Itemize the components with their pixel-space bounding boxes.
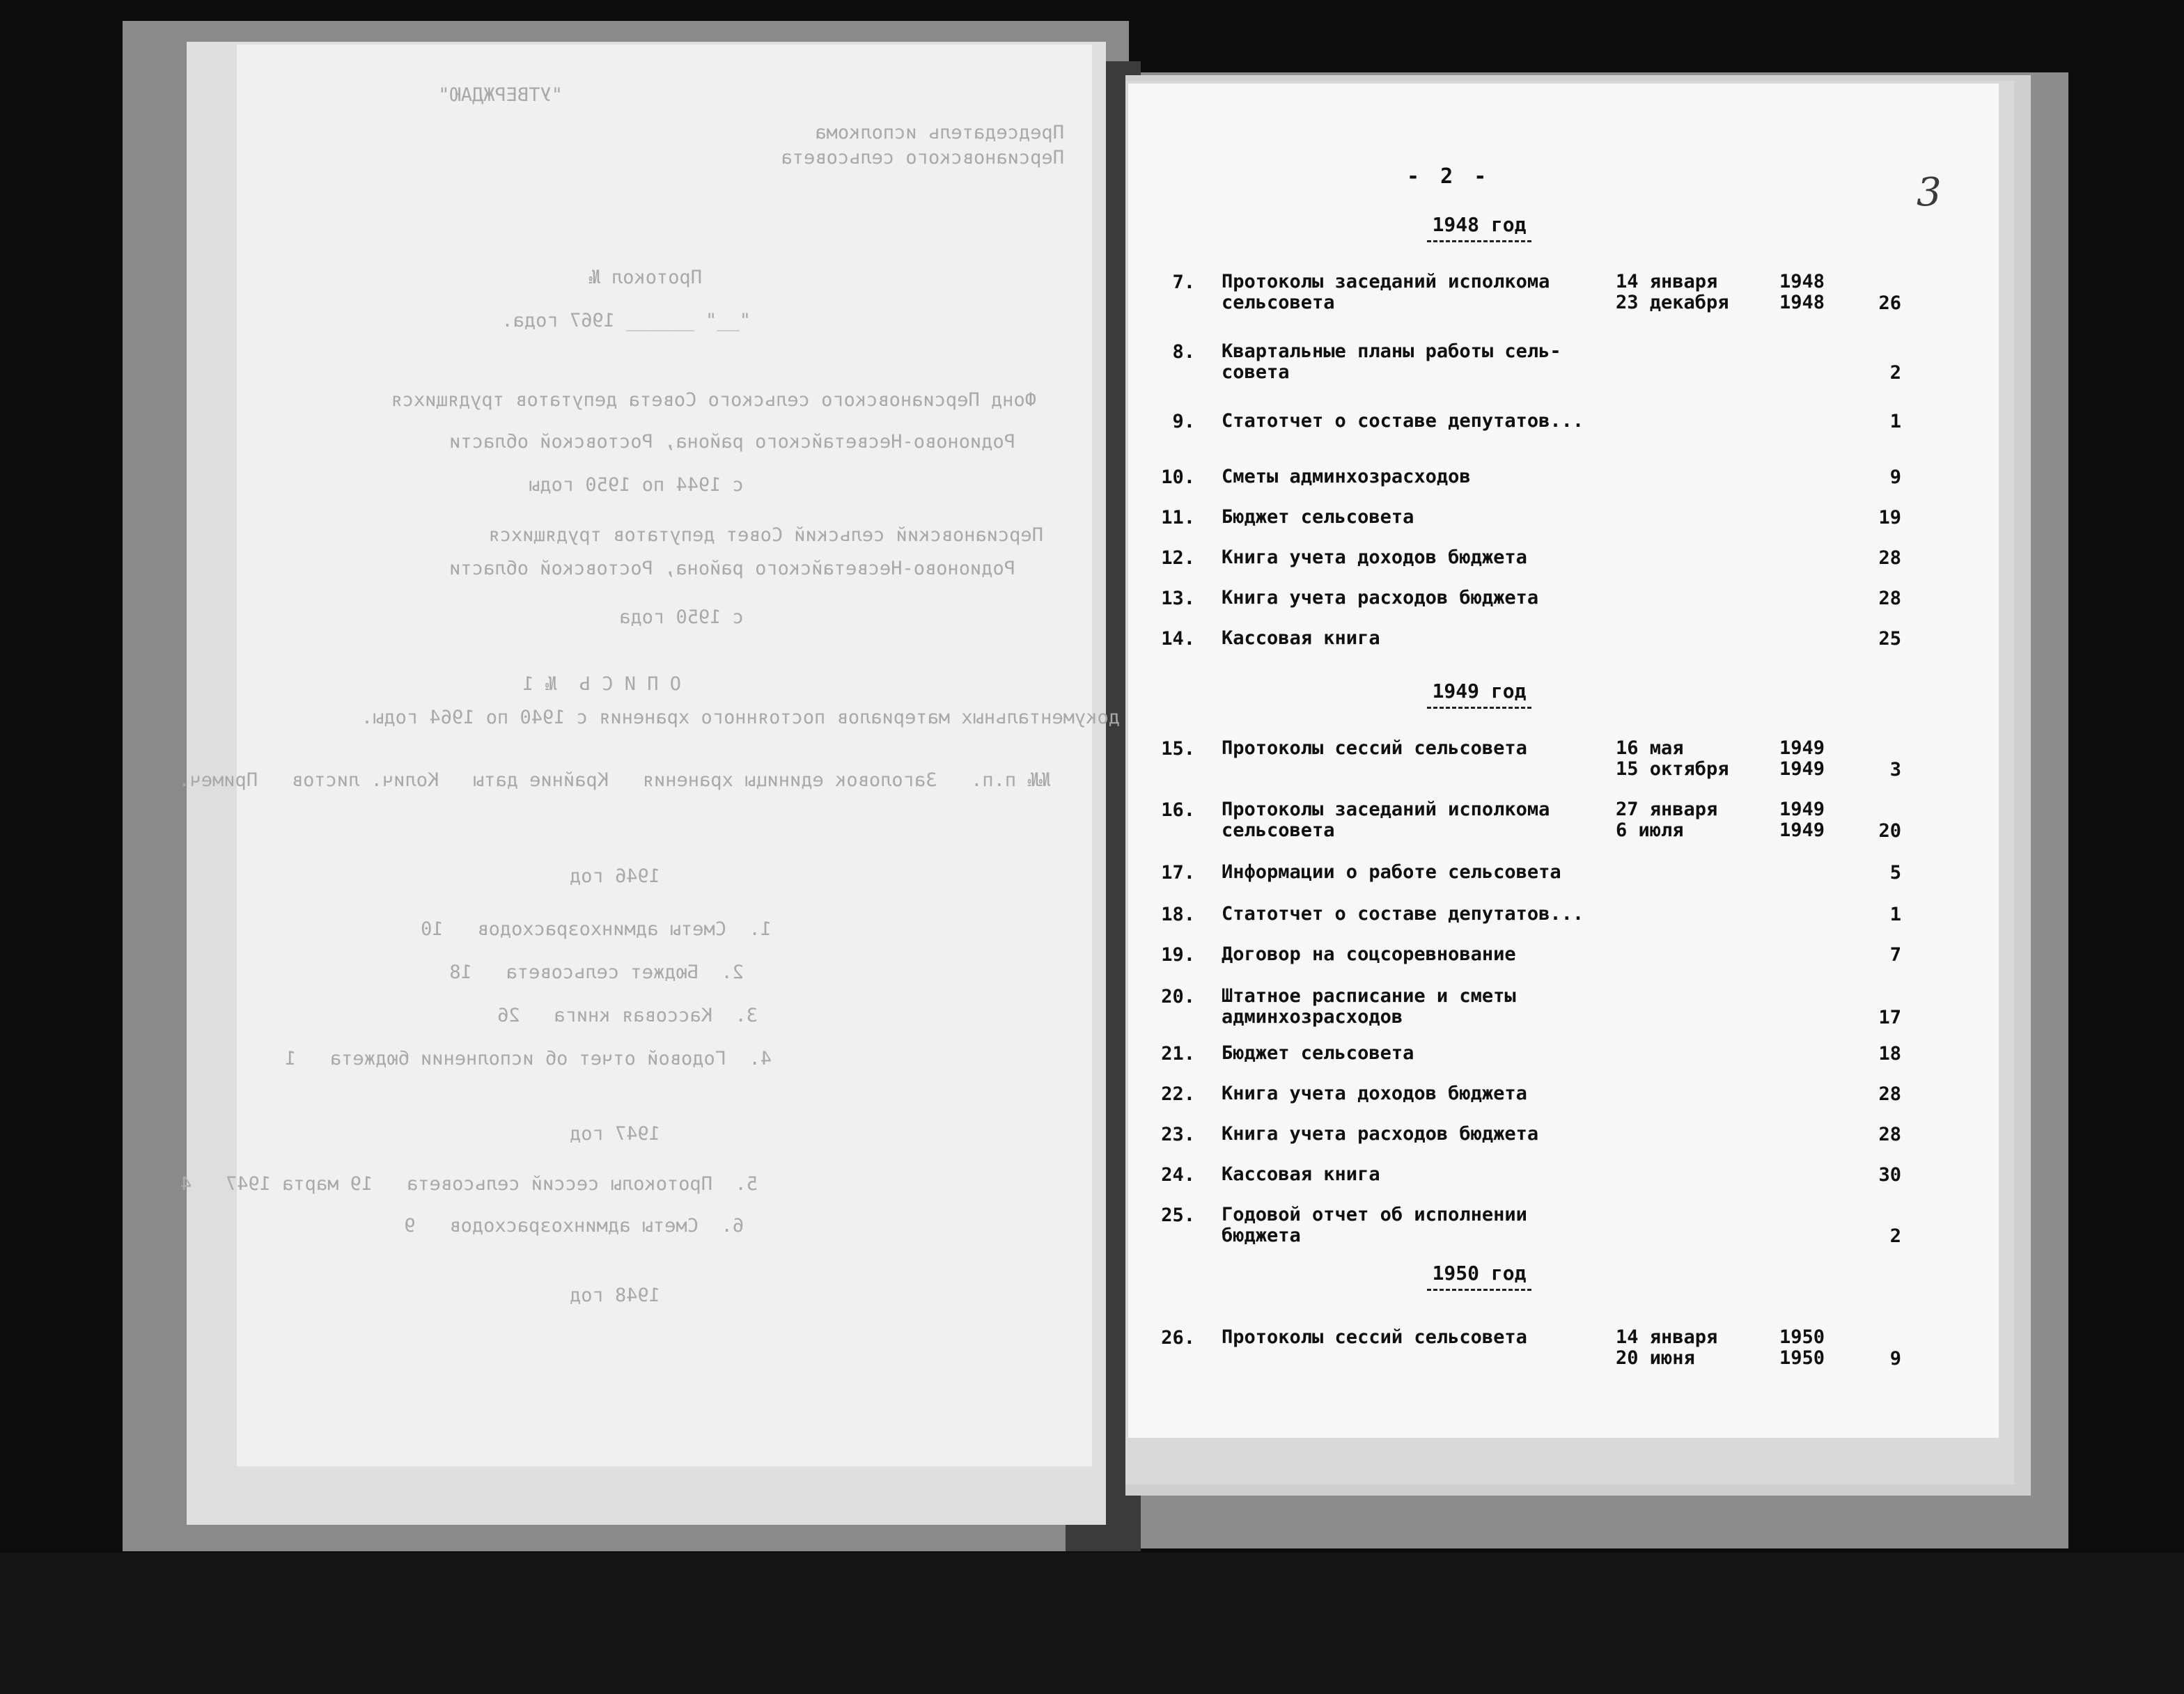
- row-title: [1222, 466, 1612, 487]
- handwritten-page-number: 3: [1917, 170, 1942, 215]
- row-number: 17.: [1161, 862, 1195, 884]
- row-sheet-count: 28: [1878, 588, 1901, 609]
- row-years: [1769, 272, 1825, 313]
- bleed-through-line: Персиановского сельсовета: [781, 147, 1064, 168]
- row-sheet-count: 5: [1889, 862, 1901, 884]
- row-title: [1222, 341, 1612, 383]
- row-year: 1949: [1779, 737, 1825, 759]
- row-title: [1222, 1083, 1612, 1104]
- row-dates: [1616, 272, 1748, 313]
- bleed-through-line: "УТВЕРЖДАЮ": [438, 84, 563, 106]
- bleed-through-line: с 1950 года: [619, 606, 744, 628]
- row-title: [1222, 411, 1612, 432]
- year-heading-text: 1948 год: [1432, 213, 1527, 236]
- row-sheet-count: 2: [1889, 362, 1901, 384]
- row-number: 8.: [1172, 341, 1195, 363]
- bleed-through-line: Родионово-Несветайского района, Ростовской области: [449, 431, 1015, 453]
- bleed-through-line: Фонд Персиановского сельского Совета депутатов трудящихся: [391, 389, 1036, 411]
- row-title: [1222, 986, 1612, 1028]
- row-title: [1222, 272, 1612, 313]
- inventory-row: [1128, 341, 1999, 397]
- row-title: [1222, 628, 1612, 649]
- row-title: [1222, 1164, 1612, 1185]
- row-title: [1222, 507, 1612, 528]
- row-title: [1222, 588, 1612, 609]
- page-number: - 2 -: [1407, 164, 1491, 189]
- row-title-line: админхозрасходов: [1222, 1006, 1403, 1028]
- row-number: 13.: [1161, 588, 1195, 609]
- row-title-line: Кассовая книга: [1222, 1163, 1380, 1185]
- row-title: [1222, 799, 1612, 841]
- row-number: 22.: [1161, 1083, 1195, 1105]
- bleed-through-line: Протокол №: [588, 267, 702, 288]
- row-date: 6 июля: [1616, 819, 1684, 841]
- row-dates: [1616, 1327, 1748, 1369]
- row-number: 18.: [1161, 904, 1195, 925]
- left-page-bleed-through: [178, 45, 1120, 1367]
- row-year: 1949: [1779, 758, 1825, 780]
- row-sheet-count: 28: [1878, 547, 1901, 569]
- row-title: [1222, 547, 1612, 568]
- row-number: 21.: [1161, 1043, 1195, 1065]
- row-title-line: Статотчет о составе депутатов...: [1222, 410, 1584, 432]
- row-title: [1222, 1043, 1612, 1064]
- bleed-through-line: "__" ______ 1967 года.: [501, 310, 751, 331]
- bleed-through-line: О П И С Ь № 1: [522, 673, 681, 695]
- row-title-line: Сметы админхозрасходов: [1222, 466, 1471, 487]
- bleed-through-line: 1946 год: [569, 865, 660, 887]
- row-date: 14 января: [1616, 271, 1718, 292]
- row-title: [1222, 944, 1612, 965]
- row-title: [1222, 738, 1612, 759]
- row-sheet-count: 19: [1878, 507, 1901, 528]
- row-sheet-count: 28: [1878, 1083, 1901, 1105]
- row-date: 23 декабря: [1616, 292, 1729, 313]
- inventory-row: [1128, 799, 1999, 855]
- row-title-line: Протоколы заседаний исполкома: [1222, 271, 1550, 292]
- row-date: 14 января: [1616, 1326, 1718, 1348]
- right-page: [1128, 84, 1999, 1438]
- row-number: 23.: [1161, 1124, 1195, 1145]
- row-years: [1769, 1327, 1825, 1369]
- row-date: 16 мая: [1616, 737, 1684, 759]
- year-heading: [1375, 213, 1584, 242]
- row-number: 7.: [1172, 272, 1195, 293]
- row-title-line: Книга учета расходов бюджета: [1222, 1123, 1539, 1145]
- row-title-line: Информации о работе сельсовета: [1222, 861, 1561, 883]
- bleed-through-line: Родионово-Несветайского района, Ростовской области: [449, 558, 1015, 579]
- row-sheet-count: 17: [1878, 1007, 1901, 1028]
- row-title-line: Протоколы заседаний исполкома: [1222, 799, 1550, 820]
- year-heading-text: 1950 год: [1432, 1262, 1527, 1285]
- row-title-line: Книга учета доходов бюджета: [1222, 1083, 1527, 1104]
- row-sheet-count: 9: [1889, 466, 1901, 488]
- row-number: 25.: [1161, 1205, 1195, 1226]
- row-date: 27 января: [1616, 799, 1718, 820]
- year-heading: [1375, 1262, 1584, 1291]
- row-title-line: сельсовета: [1222, 292, 1335, 313]
- row-number: 9.: [1172, 411, 1195, 432]
- bleed-through-line: документальных материалов постоянного хранения с 1940 по 1964 годы.: [361, 707, 1120, 728]
- row-dates: [1616, 799, 1748, 841]
- row-sheet-count: 7: [1889, 944, 1901, 966]
- bleed-through-line: 1948 год: [569, 1285, 660, 1306]
- row-dates: [1616, 738, 1748, 780]
- row-title-line: Штатное расписание и сметы: [1222, 985, 1516, 1007]
- row-title-line: Книга учета расходов бюджета: [1222, 587, 1539, 609]
- row-sheet-count: 30: [1878, 1164, 1901, 1186]
- row-number: 16.: [1161, 799, 1195, 821]
- bleed-through-line: 6. Сметы админхозрасходов 9: [404, 1215, 744, 1237]
- bleed-through-line: 5. Протоколы сессий сельсовета 19 марта 1947 4: [180, 1173, 758, 1195]
- bleed-through-line: Председатель исполкома: [815, 122, 1064, 143]
- row-sheet-count: 9: [1889, 1348, 1901, 1370]
- row-sheet-count: 25: [1878, 628, 1901, 650]
- row-title-line: Протоколы сессий сельсовета: [1222, 1326, 1527, 1348]
- bleed-through-line: 1947 год: [569, 1123, 660, 1145]
- bleed-through-line: Персиановский сельский Совет депутатов трудящихся: [488, 524, 1043, 546]
- bleed-through-line: 2. Бюджет сельсовета 18: [449, 962, 744, 983]
- row-number: 11.: [1161, 507, 1195, 528]
- inventory-row: [1128, 272, 1999, 327]
- row-title-line: Кассовая книга: [1222, 627, 1380, 649]
- row-title-line: бюджета: [1222, 1225, 1301, 1246]
- year-heading: [1375, 680, 1584, 709]
- row-title: [1222, 862, 1612, 883]
- inventory-row: [1128, 1327, 1999, 1383]
- row-year: 1948: [1779, 271, 1825, 292]
- inventory-row: [1128, 738, 1999, 794]
- row-number: 12.: [1161, 547, 1195, 569]
- row-date: 20 июня: [1616, 1347, 1695, 1369]
- row-sheet-count: 28: [1878, 1124, 1901, 1145]
- row-number: 10.: [1161, 466, 1195, 488]
- row-title-line: Годовой отчет об исполнении: [1222, 1204, 1527, 1225]
- row-title-line: Бюджет сельсовета: [1222, 1042, 1414, 1064]
- dark-background: [0, 1553, 2184, 1694]
- row-sheet-count: 1: [1889, 411, 1901, 432]
- row-year: 1948: [1779, 292, 1825, 313]
- row-sheet-count: 26: [1878, 292, 1901, 314]
- row-year: 1949: [1779, 799, 1825, 820]
- year-heading-text: 1949 год: [1432, 680, 1527, 703]
- bleed-through-line: 1. Сметы админхозрасходов 10: [421, 918, 772, 940]
- row-sheet-count: 1: [1889, 904, 1901, 925]
- row-title-line: совета: [1222, 361, 1290, 383]
- row-number: 26.: [1161, 1327, 1195, 1349]
- row-year: 1950: [1779, 1326, 1825, 1348]
- inventory-row: [1128, 628, 1999, 684]
- year-underline: [1427, 703, 1531, 709]
- row-year: 1949: [1779, 819, 1825, 841]
- row-years: [1769, 799, 1825, 841]
- row-title-line: Статотчет о составе депутатов...: [1222, 903, 1584, 925]
- row-sheet-count: 20: [1878, 820, 1901, 842]
- row-title: [1222, 1205, 1612, 1246]
- row-date: 15 октября: [1616, 758, 1729, 780]
- inventory-row: [1128, 1205, 1999, 1260]
- row-title-line: Договор на соцсоревнование: [1222, 943, 1516, 965]
- row-number: 15.: [1161, 738, 1195, 760]
- row-title-line: Книга учета доходов бюджета: [1222, 547, 1527, 568]
- row-title: [1222, 1124, 1612, 1145]
- row-title: [1222, 1327, 1612, 1348]
- row-sheet-count: 2: [1889, 1225, 1901, 1247]
- row-years: [1769, 738, 1825, 780]
- bleed-through-line: с 1944 по 1950 годы: [529, 474, 744, 496]
- bleed-through-line: 3. Кассовая книга 26: [497, 1005, 758, 1026]
- row-number: 24.: [1161, 1164, 1195, 1186]
- bleed-through-line: 4. Годовой отчет об исполнении бюджета 1: [285, 1048, 772, 1069]
- row-title-line: сельсовета: [1222, 819, 1335, 841]
- row-title-line: Протоколы сессий сельсовета: [1222, 737, 1527, 759]
- row-title: [1222, 904, 1612, 925]
- row-number: 14.: [1161, 628, 1195, 650]
- row-sheet-count: 18: [1878, 1043, 1901, 1065]
- row-sheet-count: 3: [1889, 759, 1901, 781]
- row-number: 20.: [1161, 986, 1195, 1007]
- row-year: 1950: [1779, 1347, 1825, 1369]
- row-title-line: Квартальные планы работы сель-: [1222, 340, 1561, 362]
- bleed-through-line: №№ п.п. Заголовок единицы хранения Крайние даты Колич. листов Примеч.: [178, 769, 1050, 791]
- inventory-row: [1128, 411, 1999, 466]
- year-underline: [1427, 236, 1531, 242]
- row-number: 19.: [1161, 944, 1195, 966]
- year-underline: [1427, 1285, 1531, 1291]
- inventory-row: [1128, 986, 1999, 1042]
- row-title-line: Бюджет сельсовета: [1222, 506, 1414, 528]
